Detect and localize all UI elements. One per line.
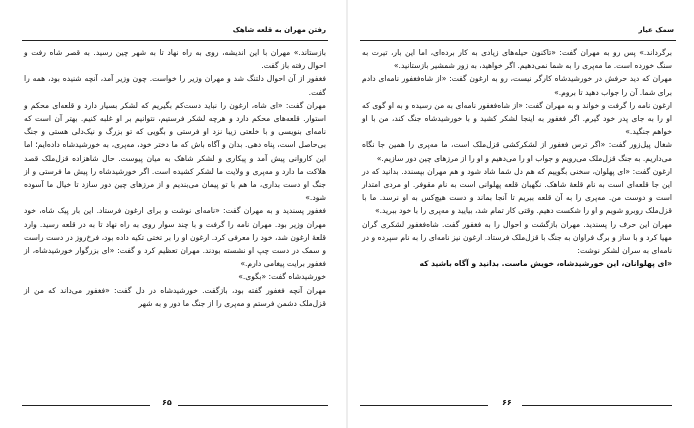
left-page [0, 0, 346, 428]
right-paragraph-6: مهران این حرف را پسندید. مهران بازگشت و احوال را به فغفور گفت. شاه‌فغفور لشکری گران مهیا کرد و با ساز و برگ فراوان به جنگ با قزل‌ملک فرستاد. ارغون نیز نامه‌ای را به نام سپرده و در نامه‌ای به سران لشکر نوشت: [362, 219, 672, 256]
left-page-footer [22, 398, 328, 414]
left-paragraph-4: فغفور پسندید و به مهران گفت: «نامه‌ای نوشت و برای ارغون فرستاد. این بار پیک شاه، خود مهران وزیر بود. مهران نامه را گرفت و با چند سوار روی به راه نهاد تا به در قلعه رسید. وارد قلعهٔ ارغون شد، خود را معرفی کرد. ارغون او را بر تختی تکیه داده بود، فرخ‌روز در دست راست و سمک در دست چپ او نشسته بودند. مهران تعظیم کرد و گفت: «ای بزرگوار خورشیدشاه، از فغفور برایت پیغامی دارم.» [24, 206, 326, 269]
right-page-number: ۶۶ [502, 398, 512, 407]
left-page-number: ۶۵ [162, 398, 172, 407]
right-paragraph-5: ارغون گفت: «ای پهلوان، سخنی بگوییم که هم دل شما شاد شود و هم مهران بپسندد. بدانید که در این جا قلعه‌ای است به نام قلعهٔ شاهک. نگهبان قلعه پهلوانی است به نام مقوفر. او مردی امتدار است و دوست من. مه‌پری را به آن قلعه ببریم تا آنجا بماند و دست هیچ‌کس به او نرسد. ما با قزل‌ملک روبرو شویم و او را شکست دهیم. وقتی کار تمام شد، بیایید و مه‌پری را با خود ببرید.» [362, 166, 672, 216]
right-paragraph-1: برگرداند.» پس رو به مهران گفت: «تاکنون حیله‌های زیادی به کار برده‌ای، اما این بار، تیرت به سنگ خورده است. ما مه‌پری را به شما نمی‌دهیم. اگر خواهید، به زور شمشیر بازستانید.» [362, 48, 672, 71]
right-footer-rule-left [360, 405, 488, 406]
right-paragraph-4: شغال پیل‌زور گفت: «اگر ترس فغفور از لشکرکشی قزل‌ملک است، ما مه‌پری را همین جا نگاه می‌داریم. به جنگ قزل‌ملک می‌رویم و جواب او را می‌دهیم و او را از مرزهای چین دور سازیم.» [362, 140, 672, 163]
left-footer-rule-right [178, 405, 328, 406]
left-paragraph-6: مهران آنچه فغفور گفته بود، بازگفت. خورشیدشاه در دل گفت: «فغفور می‌داند که من از قزل‌ملک دشمن فرستم و مه‌پری را از جنگ ما دور و به شهر [24, 285, 326, 308]
left-paragraph-2: فغفور از آن احوال دلتنگ شد و مهران وزیر را خواست. چون وزیر آمد، آنچه شنیده بود، همه را گفت. [24, 74, 326, 97]
right-paragraph-2: مهران که دید حرفش در خورشیدشاه کارگر نیست، رو به ارغون گفت: «از شاه‌فغفور نامه‌ای دادم برای شما. آن را جواب دهید تا بروم.» [362, 74, 672, 97]
right-page-header: سمک عیار [638, 26, 674, 34]
right-paragraph-3: ارغون نامه را گرفت و خواند و به مهران گفت: «از شاه‌فغفور نامه‌ای به من رسیده و به او گوی که او را به جای پدر خود گیرم. اگر فغفور به اینجا لشکر کشید و با خورشیدشاه جنگ کند، من با او خواهم جنگید.» [362, 100, 672, 137]
left-page-header: رفتن مهران به قلعه شاهک [232, 26, 326, 34]
right-footer-rule-right [522, 405, 672, 406]
right-page-body [362, 46, 672, 270]
right-closing-line: «ای پهلوانان، این خورشیدشاه، خویش ماست. بدانید و آگاه باشید که [419, 259, 672, 269]
right-page [348, 0, 694, 428]
left-footer-rule-left [22, 405, 150, 406]
left-paragraph-5: خورشیدشاه گفت: «بگوی.» [238, 272, 326, 282]
left-paragraph-3: مهران گفت: «ای شاه، ارغون را نباید دست‌کم بگیریم که لشکر بسیار دارد و قلعه‌ای محکم و استوار. قلعه‌های محکم دارد و هرچه لشکر فرستیم، نتوانیم بر او غلبه کنیم. بهتر آن است که نامه‌ای بنویسی و با خلعتی زیبا نزد او فرستی و بگویی که تو بزرگ و نیک‌دلی هستی و جنگ بی‌حاصل است، پناه دهی. بدان و آگاه باش که ما دختر خود، مه‌پری، به خورشیدشاه داده‌ایم؛ اما این کاروانی پیش آمد و پیکاری و لشکر شاهک به میان پیوست. حال شاهزاده قزل‌ملک قصد هلاکت ما دارد و مه‌پری و ولایت ما لشکر کشیده است. اگر خورشیدشاه را پیش ما فرستی و از جنگ او دست بداری، ما هم با تو پیمان می‌بندیم و از مرزهای چین دور سازد تا خیال ما آسوده شود.» [24, 100, 326, 203]
left-page-body [24, 46, 326, 310]
right-header-rule [360, 40, 676, 41]
left-paragraph-1: بازستاند.» مهران با این اندیشه، روی به راه نهاد تا به شهر چین رسید. به قصر شاه رفت و احوال رفته باز گفت. [24, 48, 326, 71]
left-header-rule [22, 40, 328, 41]
right-page-footer [360, 398, 672, 414]
